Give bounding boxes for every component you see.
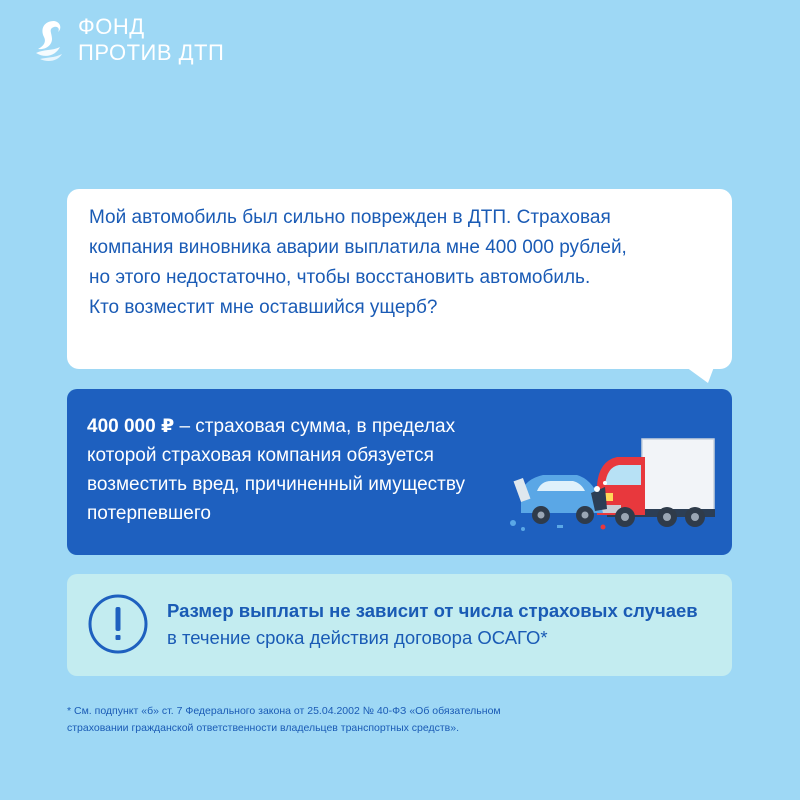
- answer-card: [67, 389, 732, 555]
- swan-logo-icon: [34, 17, 70, 63]
- logo: [34, 10, 224, 70]
- question-text: [89, 203, 702, 323]
- logo-line-2: ПРОТИВ ДТП: [78, 40, 225, 65]
- logo-text: [78, 14, 224, 66]
- answer-text: [87, 412, 527, 528]
- logo-line-1: ФОНД: [78, 14, 145, 39]
- info-card: [67, 574, 732, 676]
- footnote-line: страховании гражданской ответственности владельцев транспортных средств».: [67, 722, 459, 734]
- footnote: [67, 703, 587, 737]
- question-bubble: [67, 189, 732, 369]
- bubble-tail: [686, 367, 714, 383]
- answer-line: потерпевшего: [87, 503, 211, 524]
- info-subtitle: в течение срока действия договора ОСАГО*: [167, 627, 548, 648]
- info-title: Размер выплаты не зависит от числа страховых случаев: [167, 600, 698, 621]
- answer-line: – страховая сумма, в пределах: [174, 416, 456, 437]
- question-line: но этого недостаточно, чтобы восстановить автомобиль.: [89, 267, 591, 288]
- answer-line: которой страховая компания обязуется: [87, 445, 434, 466]
- car-crash-illustration: [507, 427, 717, 537]
- question-line: Мой автомобиль был сильно поврежден в ДТП. Страховая: [89, 207, 611, 228]
- question-line: компания виновника аварии выплатила мне 400 000 рублей,: [89, 237, 627, 258]
- question-line: Кто возместит мне оставшийся ущерб?: [89, 297, 438, 318]
- exclamation-circle-icon: [87, 593, 149, 655]
- footnote-line: * См. подпункт «б» ст. 7 Федерального закона от 25.04.2002 № 40-ФЗ «Об обязательном: [67, 705, 501, 717]
- answer-line: возместить вред, причиненный имуществу: [87, 474, 466, 495]
- insurance-amount: 400 000 ₽: [87, 416, 175, 437]
